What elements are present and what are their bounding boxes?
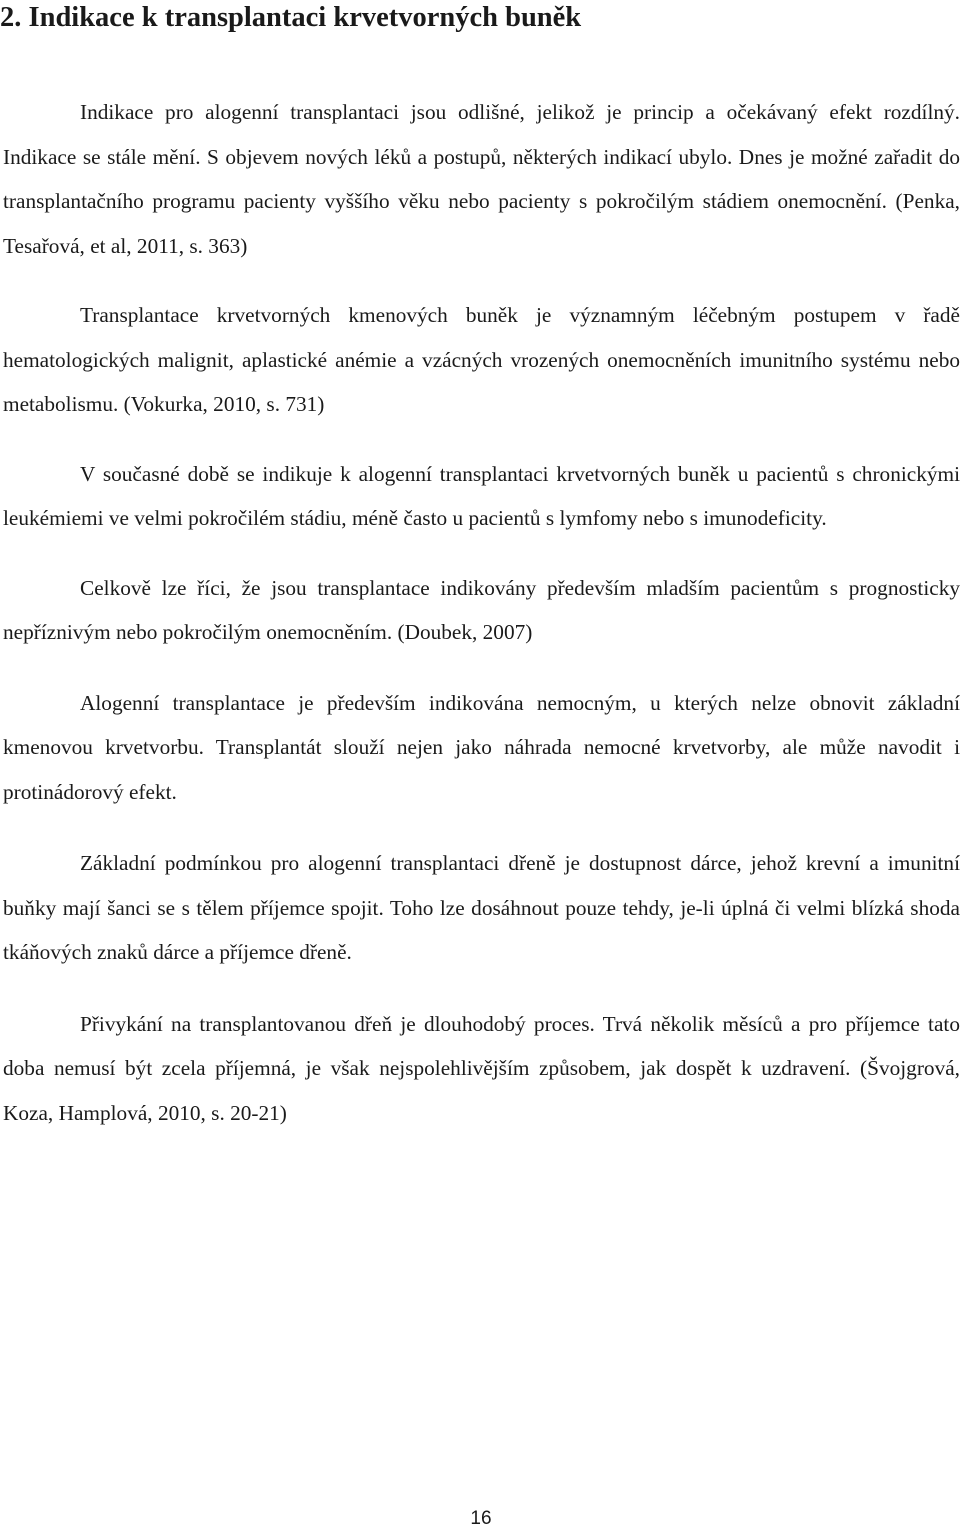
paragraph-1: Indikace pro alogenní transplantaci jsou odlišné, jelikož je princip a očekávaný efekt rozdílný. Indikace se stále mění. S objevem nových léků a postupů, některých indikací ubylo. Dnes je možné zařadit do transplantačního programu pacienty vyššího věku nebo pacienty s pokročilým stádiem onemocnění. (Penka, Tesařová, et al, 2011, s. 363) xyxy=(3,100,960,258)
paragraph-6: Základní podmínkou pro alogenní transplantaci dřeně je dostupnost dárce, jehož krevní a imunitní buňky mají šanci se s tělem příjemce spojit. Toho lze dosáhnout pouze tehdy, je-li úplná či velmi blízká shoda tkáňových znaků dárce a příjemce dřeně. xyxy=(3,851,960,964)
paragraph-5: Alogenní transplantace je především indikována nemocným, u kterých nelze obnovit základní kmenovou krvetvorbu. Transplantát slouží nejen jako náhrada nemocné krvetvorby, ale může navodit i protinádorový efekt. xyxy=(3,690,960,804)
page-number: 16 xyxy=(470,1508,492,1529)
paragraph-2: Transplantace krvetvorných kmenových buněk je významným léčebným postupem v řadě hematologických malignit, aplastické anémie a vzácných vrozených onemocněních imunitního systému nebo metabolismu. (Vokurka, 2010, s. 731) xyxy=(3,303,960,416)
paragraph-3: V současné době se indikuje k alogenní transplantaci krvetvorných buněk u pacientů s chronickými leukémiemi ve velmi pokročilém stádiu, méně často u pacientů s lymfomy nebo s imunodeficity. xyxy=(3,461,960,530)
paragraph-4: Celkově lze říci, že jsou transplantace indikovány především mladším pacientům s prognosticky nepříznivým nebo pokročilým onemocněním. (Doubek, 2007) xyxy=(3,575,960,644)
body-text xyxy=(3,90,960,1160)
paragraph-7: Přivykání na transplantovanou dřeň je dlouhodobý proces. Trvá několik měsíců a pro příjemce tato doba nemusí být zcela příjemná, je však nejspolehlivějším způsobem, jak dospět k uzdravení. (Švojgrová, Koza, Hamplová, 2010, s. 20-21) xyxy=(3,1011,960,1125)
section-heading: 2. Indikace k transplantaci krvetvorných buněk xyxy=(0,2,582,33)
